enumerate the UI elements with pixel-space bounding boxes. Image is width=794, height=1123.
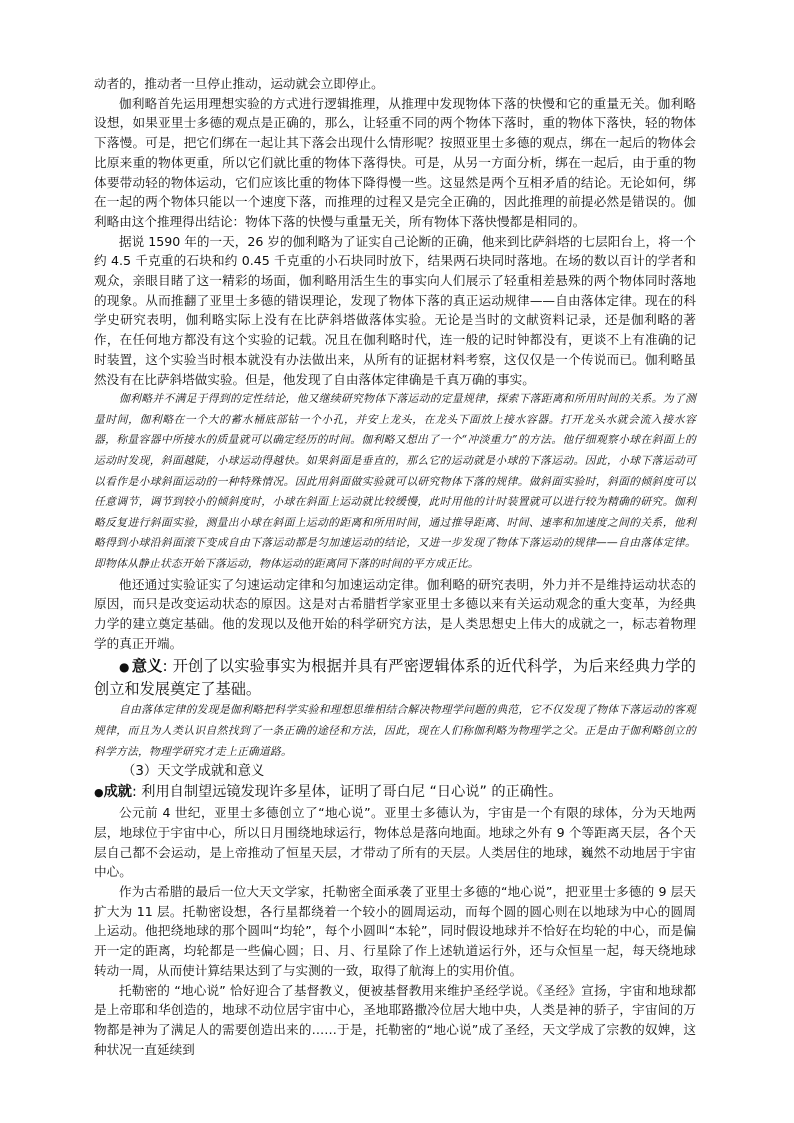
paragraph-motion-laws: 他还通过实验证实了匀速运动定律和匀加速运动定律。伽利略的研究表明，外力并不是维持运动状态的原因，而只是改变运动状态的原因。这是对古希腊哲学家亚里士多德以来有关运动观念的重大变革，为经典力学的建立奠定基础。他的发现以及他开始的科学研究方法，是人类思想史上伟大的成就之一，标志着物理学的真正开端。 xyxy=(94,576,696,651)
achievement-label: 成就 xyxy=(103,784,132,801)
paragraph-geocentric-aristotle: 公元前 4 世纪，亚里士多德创立了“地心说”。亚里士多德认为，宇宙是一个有限的球体，分为天地两层，地球位于宇宙中心，所以日月围绕地球运行，物体总是落向地面。地球之外有 9 个等距离天层，各个天层自己都不会运动，是上帝推动了恒星天层，才带动了所有的天层。人类居住的地球，巍然不动地居于宇宙中心。 xyxy=(94,805,696,880)
paragraph-thought-experiment: 伽利略首先运用理想实验的方式进行逻辑推理，从推理中发现物体下落的快慢和它的重量无关。伽利略设想，如果亚里士多德的观点是正确的，那么，让轻重不同的两个物体下落时，重的物体下落快，轻的物体下落慢。可是，把它们绑在一起让其下落会出现什么情形呢？按照亚里士多德的观点，绑在一起后的物体会比原来重的物体更重，所以它们就比重的物体下落得快。可是，从另一方面分析，绑在一起后，由于重的物体要带动轻的物体运动，它们应该比重的物体下降得慢一些。这显然是两个互相矛盾的结论。无论如何，绑在一起的两个物体只能以一个速度下落，而推理的过程又是完全正确的，因此推理的前提必然是错误的。伽利略由这个推理得出结论：物体下落的快慢与重量无关，所有物体下落快慢都是相同的。 xyxy=(94,95,696,229)
significance-heading xyxy=(94,655,696,700)
paragraph-church: 托勒密的 “地心说” 恰好迎合了基督教义，便被基督教用来维护圣经学说。《圣经》宣扬，宇宙和地球都是上帝耶和华创造的，地球不动位居宇宙中心，圣地耶路撒冷位居大地中央，人类是神的骄子，宇宙间的万物都是神为了满足人的需要创造出来的……于是，托勒密的“地心说”成了圣经，天文学成了宗教的奴婢，这种状况一直延续到 xyxy=(94,982,696,1057)
paragraph-continuation: 动者的，推动者一旦停止推动，运动就会立即停止。 xyxy=(94,76,384,91)
significance-text: : 开创了以实验事实为根据并具有严密逻辑体系的近代科学，为后来经典力学的创立和发展奠定了基础。 xyxy=(94,657,696,699)
paragraph-free-fall-significance: 自由落体定律的发现是伽利略把科学实验和理想思维相结合解决物理学问题的典范，它不仅发现了物体下落运动的客观规律，而且为人类认识自然找到了一条正确的途径和方法，因此，现在人们称伽利略为物理学之父。正是由于伽利略创立的科学方法，物理学研究才走上正确道路。 xyxy=(94,703,696,758)
achievement-text: : 利用自制望远镜发现许多星体，证明了哥白尼 “日心说” 的正确性。 xyxy=(132,784,563,801)
achievement-heading xyxy=(94,782,696,803)
paragraph-pisa-tower: 据说 1590 年的一天，26 岁的伽利略为了证实自己论断的正确，他来到比萨斜塔的七层阳台上，将一个约 4.5 千克重的石块和约 0.45 千克重的小石块同时放下，结果两石块同时落地。在场的数以百计的学者和观众，亲眼目睹了这一精彩的场面，伽利略用活生生的事实向人们展示了轻重相差悬殊的两个物体同时落地的现象。从而推翻了亚里士多德的错误理论，发现了物体下落的真正运动规律——自由落体定律。现在的科学史研究表明，伽利略实际上没有在比萨斜塔做落体实验。无论是当时的文献资料记录，还是伽利略的著作，在任何地方都没有这个实验的记载。况且在伽利略时代，连一般的记时钟都没有，更谈不上有准确的记时装置，这个实验当时根本就没有办法做出来，从所有的证据材料考察，这仅仅是一个传说而已。伽利略虽然没有在比萨斜塔做实验。但是，他发现了自由落体定律确是千真万确的事实。 xyxy=(94,233,696,387)
bullet-icon: ● xyxy=(119,660,130,675)
significance-label: 意义 xyxy=(131,657,163,676)
bullet-icon: ● xyxy=(94,786,104,800)
paragraph-inclined-plane: 伽利略并不满足于得到的定性结论，他又继续研究物体下落运动的定量规律，探索下落距离和所用时间的关系。为了测量时间，伽利略在一个大的蓄水桶底部钻一个小孔，并安上龙头，在龙头下面放上接水容器。打开龙头水就会流入接水容器，称量容器中所接水的质量就可以确定经历的时间。伽利略又想出了一个“冲淡重力”的方法。他仔细观察小球在斜面上的运动时发现，斜面越陡，小球运动得越快。如果斜面是垂直的，那么它的运动就是小球的下落运动。因此，小球下落运动可以看作是小球斜面运动的一种特殊情况。因此用斜面做实验就可以研究物体下落的规律。做斜面实验时，斜面的倾斜度可以任意调节，调节到较小的倾斜度时，小球在斜面上运动就比较缓慢，此时用他的计时装置就可以进行较为精确的研究。伽利略反复进行斜面实验，测量出小球在斜面上运动的距离和所用时间，通过推导距离、时间、速率和加速度之间的关系，他利略得到小球沿斜面滚下变成自由下落运动都是匀加速运动的结论，又进一步发现了物体下落运动的规律——自由落体定律。即物体从静止状态开始下落运动，物体运动的距离同下落的时间的平方成正比。 xyxy=(94,392,696,570)
section-title: （3）天文学成就和意义 xyxy=(122,764,265,780)
document-page xyxy=(94,74,696,1059)
paragraph-ptolemy: 作为古希腊的最后一位大天文学家，托勒密全面承袭了亚里士多德的“地心说”，把亚里士多德的 9 层天扩大为 11 层。托勒密设想，各行星都绕着一个较小的圆周运动，而每个圆的圆心则在以地球为中心的圆周上运动。他把绕地球的那个圆叫“均轮”，每个小圆叫“本轮”，同时假设地球并不恰好在均轮的中心，而是偏开一定的距离，均轮都是一些偏心圆；日、月、行星除了作上述轨道运行外，还与众恒星一起，每天绕地球转动一周，从而使计算结果达到了与实测的一致，取得了航海上的实用价值。 xyxy=(94,884,696,978)
